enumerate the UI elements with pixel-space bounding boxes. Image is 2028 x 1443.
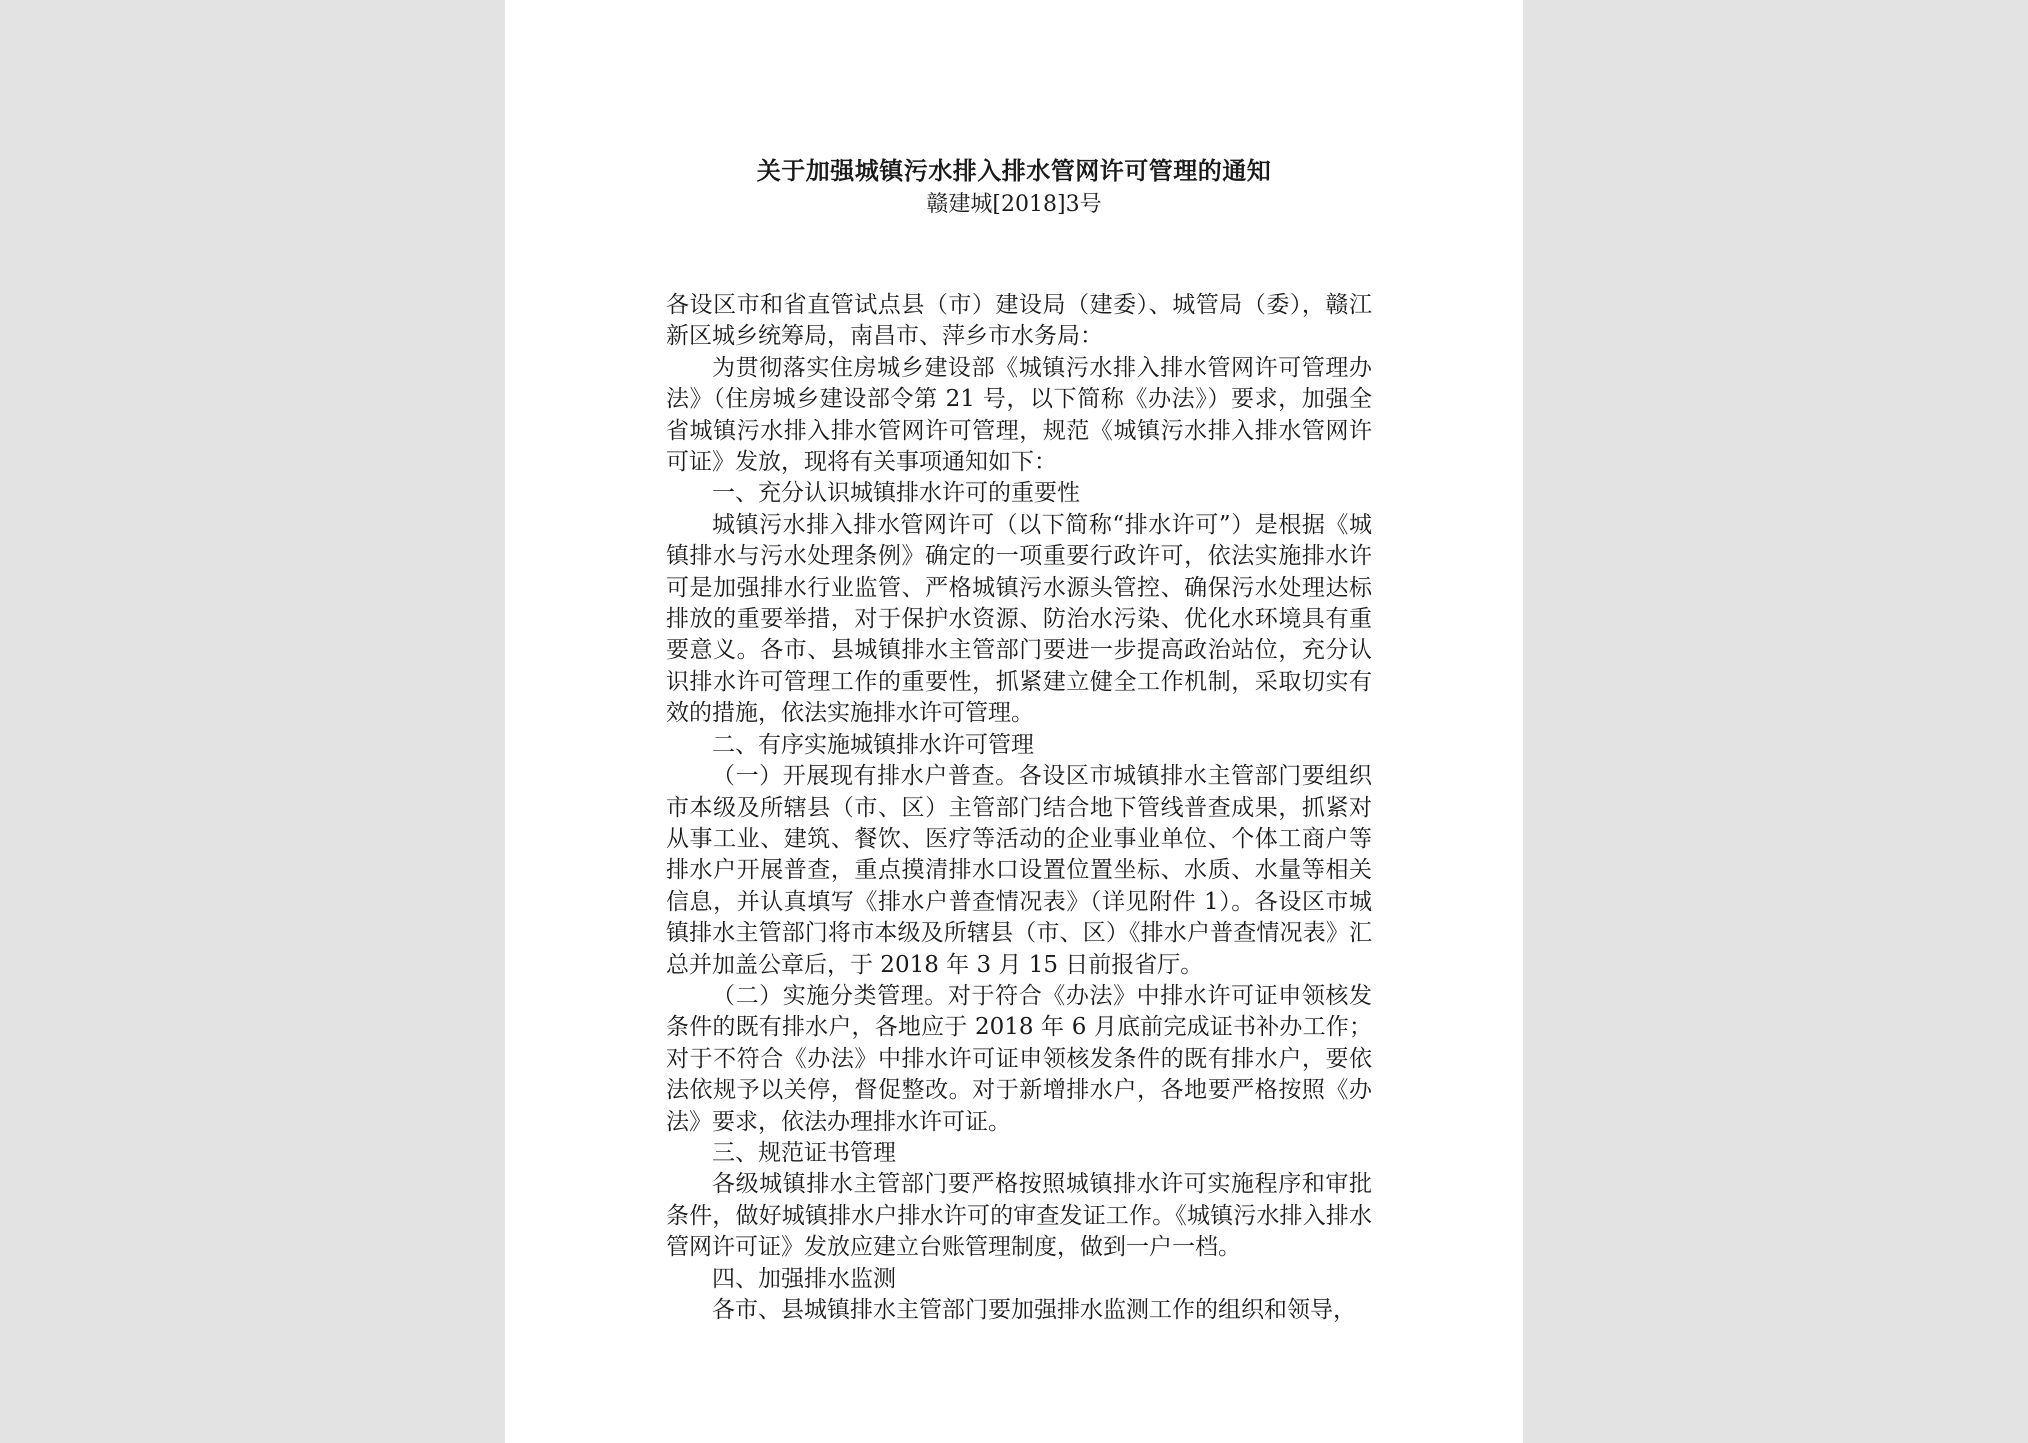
section-4-heading: 四、加强排水监测 bbox=[712, 1265, 896, 1292]
document-title: 关于加强城镇污水排入排水管网许可管理的通知 bbox=[756, 156, 1272, 185]
salutation: 各设区市和省直管试点县（市）建设局（建委）、城管局（委），赣江新区城乡统筹局，南昌市、萍乡市水务局： bbox=[666, 292, 1372, 350]
section-2-heading: 二、有序实施城镇排水许可管理 bbox=[712, 731, 1034, 758]
section-1-heading: 一、充分认识城镇排水许可的重要性 bbox=[712, 480, 1080, 507]
section-3-heading: 三、规范证书管理 bbox=[712, 1139, 896, 1166]
document-body bbox=[666, 290, 1372, 1326]
document-page bbox=[505, 0, 1523, 1443]
section-3-paragraph: 各级城镇排水主管部门要严格按照城镇排水许可实施程序和审批条件，做好城镇排水户排水许可的审查发证工作。《城镇污水排入排水管网许可证》发放应建立台账管理制度，做到一户一档。 bbox=[666, 1171, 1372, 1261]
section-4-paragraph: 各市、县城镇排水主管部门要加强排水监测工作的组织和领导， bbox=[712, 1297, 1356, 1323]
section-2-item-2-paragraph: （二）实施分类管理。对于符合《办法》中排水许可证申领核发条件的既有排水户，各地应于 2018 年 6 月底前完成证书补办工作；对于不符合《办法》中排水许可证申领核发条件的既有排水户，要依法依规予以关停，督促整改。对于新增排水户，各地要严格按照《办法》要求，依法办理排水许可证。 bbox=[666, 982, 1372, 1135]
intro-paragraph: 为贯彻落实住房城乡建设部《城镇污水排入排水管网许可管理办法》（住房城乡建设部令第 21 号，以下简称《办法》）要求，加强全省城镇污水排入排水管网许可管理，规范《城镇污水排入排水管网许可证》发放，现将有关事项通知如下： bbox=[666, 354, 1372, 476]
section-1-paragraph: 城镇污水排入排水管网许可（以下简称“排水许可”）是根据《城镇排水与污水处理条例》确定的一项重要行政许可，依法实施排水许可是加强排水行业监管、严格城镇污水源头管控、确保污水处理达标排放的重要举措，对于保护水资源、防治水污染、优化水环境具有重要意义。各市、县城镇排水主管部门要进一步提高政治站位，充分认识排水许可管理工作的重要性，抓紧建立健全工作机制，采取切实有效的措施，依法实施排水许可管理。 bbox=[666, 511, 1372, 727]
document-number: 赣建城[2018]3号 bbox=[926, 192, 1102, 217]
section-2-item-1-paragraph: （一）开展现有排水户普查。各设区市城镇排水主管部门要组织市本级及所辖县（市、区）主管部门结合地下管线普查成果，抓紧对从事工业、建筑、餐饮、医疗等活动的企业事业单位、个体工商户等排水户开展普查，重点摸清排水口设置位置坐标、水质、水量等相关信息，并认真填写《排水户普查情况表》（详见附件 1）。各设区市城镇排水主管部门将市本级及所辖县（市、区）《排水户普查情况表》汇总并加盖公章后，于 2018 年 3 月 15 日前报省厅。 bbox=[666, 763, 1372, 978]
